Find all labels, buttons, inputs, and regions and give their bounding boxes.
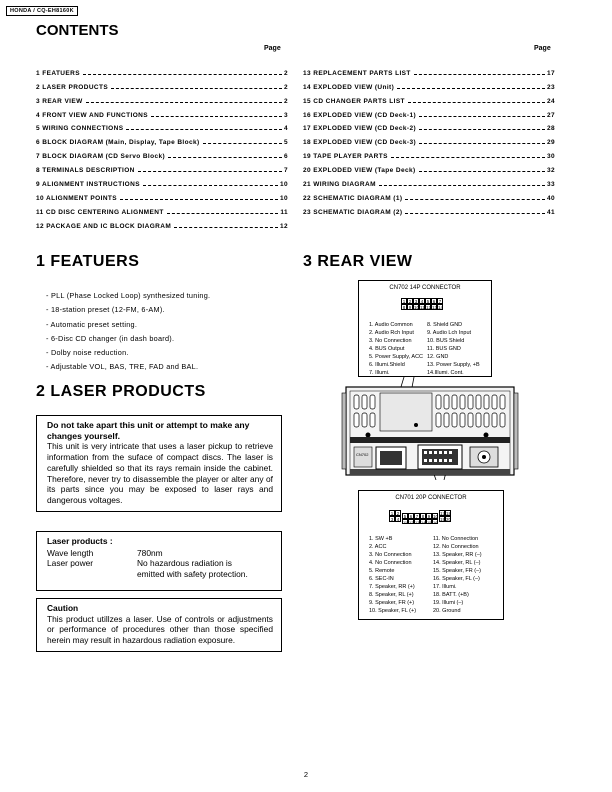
pin-cell: 16 xyxy=(433,520,438,525)
toc-item-page: 12 xyxy=(279,222,288,230)
toc-item-page: 28 xyxy=(546,125,555,133)
toc-item-page: 5 xyxy=(283,139,288,147)
cn701-title: CN701 20P CONNECTOR xyxy=(395,495,467,501)
toc-item-page: 30 xyxy=(546,153,555,161)
pin-cell: 4 xyxy=(396,517,400,522)
toc-item-label: 22 SCHEMATIC DIAGRAM (1) xyxy=(303,194,403,202)
pin-cell: 5 xyxy=(403,514,407,519)
pin-cell: 20 xyxy=(446,517,452,522)
pin-label: 1. Audio Common xyxy=(369,322,413,328)
toc-leader-dots xyxy=(138,171,282,172)
toc-leader-dots xyxy=(203,143,282,144)
power-value-line-2: emitted with safety protection. xyxy=(137,569,248,580)
toc-item-label: 18 EXPLODED VIEW (CD Deck-3) xyxy=(303,139,417,147)
pin-label: 14.Illumi. Cont. xyxy=(427,370,464,376)
pin-label: 14. Speaker, RL (–) xyxy=(433,560,481,566)
toc-item[interactable] xyxy=(36,216,288,230)
toc-item[interactable] xyxy=(303,188,555,202)
toc-item-label: 2 LASER PRODUCTS xyxy=(36,83,109,91)
pin-label: 5. Power Supply, ACC xyxy=(369,354,424,360)
pin-cell: 7 xyxy=(438,299,442,304)
toc-leader-dots xyxy=(151,116,282,117)
toc-leader-dots xyxy=(168,157,282,158)
pin-cell: 13 xyxy=(415,520,420,525)
toc-item[interactable] xyxy=(36,91,288,105)
pin-cell: 12 xyxy=(409,520,414,525)
pin-label: 15. Speaker, FR (–) xyxy=(433,568,481,574)
pin-label: 4. BUS Output xyxy=(369,346,405,352)
wavelength-row xyxy=(47,548,271,559)
pin-cell: 10 xyxy=(433,514,439,519)
toc-item[interactable] xyxy=(303,146,555,160)
caution-box xyxy=(36,598,282,652)
pin-label: 6. SEC-IN xyxy=(369,576,394,582)
pin-cell: 17 xyxy=(440,511,446,516)
toc-leader-dots xyxy=(143,185,278,186)
toc-leader-dots xyxy=(405,199,545,200)
toc-item[interactable] xyxy=(36,105,288,119)
toc-item-page: 40 xyxy=(546,194,555,202)
laser-warning-box xyxy=(36,415,282,512)
contents-title: CONTENTS xyxy=(36,22,119,39)
toc-leader-dots xyxy=(174,227,278,228)
toc-item-page: 24 xyxy=(546,97,555,105)
toc-item[interactable] xyxy=(36,174,288,188)
toc-item-label: 14 EXPLODED VIEW (Unit) xyxy=(303,83,395,91)
toc-item[interactable] xyxy=(303,105,555,119)
toc-item[interactable] xyxy=(303,77,555,91)
feature-item: - Adjustable VOL, BAS, TRE, FAD and BAL. xyxy=(46,362,199,372)
toc-item-page: 27 xyxy=(546,111,555,119)
toc-item[interactable] xyxy=(36,119,288,133)
cn702-pin-list xyxy=(369,321,485,377)
toc-leader-dots xyxy=(419,143,545,144)
rear-view-heading: 3 REAR VIEW xyxy=(303,253,413,270)
toc-item-page: 10 xyxy=(279,181,288,189)
pin-cell: 11 xyxy=(420,305,425,310)
toc-item[interactable] xyxy=(36,160,288,174)
cn702-panel-label: CN702 xyxy=(356,452,369,457)
toc-item[interactable] xyxy=(303,91,555,105)
pin-label: 10. BUS Shield xyxy=(427,338,465,344)
toc-item[interactable] xyxy=(36,63,288,77)
wavelength-value: 780nm xyxy=(137,547,163,558)
laser-specs-box xyxy=(36,531,282,591)
toc-item-label: 15 CD CHANGER PARTS LIST xyxy=(303,97,405,105)
feature-item: - PLL (Phase Locked Loop) synthesized tuning. xyxy=(46,291,211,300)
toc-item-label: 7 BLOCK DIAGRAM (CD Servo Block) xyxy=(36,153,166,161)
warning-body: This unit is very intricate that uses a laser pickup to retrieve information from the suface of compact discs. The laser is carefully shielded so that its rays remain inside the cabinet. Therefore, never try to disassemble the player or alter any of its parts since you may be exposed to laser rays and dangerous voltages. xyxy=(47,441,273,505)
page-number: 2 xyxy=(303,770,309,779)
pin-cell: 6 xyxy=(409,514,413,519)
pin-cell: 8 xyxy=(421,514,425,519)
feature-item: - 18-station preset (12-FM, 6-AM). xyxy=(46,305,165,315)
pin-cell: 10 xyxy=(414,305,420,310)
toc-item-label: 20 EXPLODED VIEW (Tape Deck) xyxy=(303,167,416,175)
pin-label: 18. BATT. (+B) xyxy=(433,592,469,598)
toc-leader-dots xyxy=(419,116,545,117)
pin-cell: 1 xyxy=(402,299,406,304)
toc-item-page: 32 xyxy=(546,167,555,175)
toc-item[interactable] xyxy=(36,77,288,91)
toc-item-label: 1 FEATUERS xyxy=(36,69,80,77)
pin-label: 9. Speaker, FR (+) xyxy=(369,600,415,606)
pin-cell: 19 xyxy=(440,517,446,522)
pin-label: 11. No Connection xyxy=(433,536,479,542)
page-column-header-left: Page xyxy=(264,45,281,52)
warning-title: Do not take apart this unit or attempt to make any changes yourself. xyxy=(47,420,250,441)
pin-label: 10. Speaker, FL (+) xyxy=(369,608,417,614)
pin-label: 13. Speaker, RR (–) xyxy=(433,552,482,558)
toc-item[interactable] xyxy=(303,119,555,133)
toc-item-label: 4 FRONT VIEW AND FUNCTIONS xyxy=(36,111,148,119)
pin-label: 2. ACC xyxy=(369,544,387,550)
pin-cell: 18 xyxy=(446,511,452,516)
toc-leader-dots xyxy=(391,157,545,158)
toc-item-label: 17 EXPLODED VIEW (CD Deck-2) xyxy=(303,125,417,133)
toc-item-page: 2 xyxy=(283,69,288,77)
toc-item-label: 5 WIRING CONNECTIONS xyxy=(36,125,124,133)
page-column-header-right: Page xyxy=(534,45,551,52)
toc-item[interactable] xyxy=(36,202,288,216)
pin-cell: 14 xyxy=(421,520,426,525)
toc-item-page: 4 xyxy=(283,125,288,133)
pin-cell: 3 xyxy=(414,299,418,304)
power-value-line-1: No hazardous radiation is xyxy=(137,558,232,569)
pin-cell: 6 xyxy=(432,299,436,304)
toc-right-column xyxy=(303,63,555,216)
pin-cell: 13 xyxy=(432,305,438,310)
toc-leader-dots xyxy=(86,102,282,103)
pin-cell: 5 xyxy=(426,299,430,304)
cn702-title: CN702 14P CONNECTOR xyxy=(389,285,461,291)
feature-item: - Automatic preset setting. xyxy=(46,319,138,329)
toc-item-label: 19 TAPE PLAYER PARTS xyxy=(303,153,388,161)
toc-item[interactable] xyxy=(36,132,288,146)
pin-cell: 4 xyxy=(420,299,424,304)
cn701-connector-box xyxy=(358,490,504,620)
pin-label: 19. Illumi (–) xyxy=(433,600,464,606)
toc-item[interactable] xyxy=(303,174,555,188)
laser-heading: 2 LASER PRODUCTS xyxy=(36,383,206,400)
toc-item-page: 33 xyxy=(546,181,555,189)
features-list xyxy=(46,291,210,377)
toc-item[interactable] xyxy=(303,63,555,77)
pin-cell: 14 xyxy=(438,305,444,310)
pin-label: 13. Power Supply, +B xyxy=(427,362,480,368)
pin-label: 20. Ground xyxy=(433,608,461,614)
toc-item-page: 10 xyxy=(279,194,288,202)
toc-left-column xyxy=(36,63,288,230)
toc-item-page: 29 xyxy=(546,139,555,147)
toc-leader-dots xyxy=(111,88,282,89)
toc-item-label: 21 WIRING DIAGRAM xyxy=(303,181,376,189)
pin-label: 1. SW +B xyxy=(369,536,393,542)
pin-label: 11. BUS GND xyxy=(427,346,461,352)
wavelength-label: Wave length xyxy=(47,547,94,558)
toc-item-label: 16 EXPLODED VIEW (CD Deck-1) xyxy=(303,111,417,119)
pin-label: 7. Speaker, RR (+) xyxy=(369,584,415,590)
pin-label: 3. No Connection xyxy=(369,552,412,558)
pin-label: 5. Remote xyxy=(369,568,395,574)
toc-item-page: 3 xyxy=(283,111,288,119)
pin-cell: 9 xyxy=(408,305,412,310)
model-tag: HONDA / CQ-EH8160K xyxy=(6,6,78,16)
cn702-pins-left xyxy=(369,321,427,377)
toc-item-page: 2 xyxy=(283,83,288,91)
toc-leader-dots xyxy=(379,185,545,186)
toc-item-page: 41 xyxy=(546,208,555,216)
toc-item-label: 3 REAR VIEW xyxy=(36,97,83,105)
pin-label: 6. Illumi.Shield xyxy=(369,362,405,368)
pin-label: 12. GND xyxy=(427,354,449,360)
rear-panel-drawing xyxy=(340,375,520,480)
toc-item[interactable] xyxy=(303,202,555,216)
cn701-pins-right xyxy=(433,535,497,615)
pin-cell: 2 xyxy=(396,511,400,516)
toc-item-page: 6 xyxy=(283,153,288,161)
pin-label: 12. No Connection xyxy=(433,544,479,550)
features-heading: 1 FEATUERS xyxy=(36,253,140,270)
toc-item-page: 17 xyxy=(546,69,555,77)
toc-item-label: 8 TERMINALS DESCRIPTION xyxy=(36,167,135,175)
toc-leader-dots xyxy=(414,74,545,75)
toc-item-label: 13 REPLACEMENT PARTS LIST xyxy=(303,69,411,77)
pin-label: 7. Illumi. xyxy=(369,370,390,376)
feature-item: - 6-Disc CD changer (in dash board). xyxy=(46,333,175,343)
toc-item[interactable] xyxy=(36,188,288,202)
pin-label: 17. Illumi. xyxy=(433,584,457,590)
pin-cell: 11 xyxy=(403,520,408,525)
cn702-pins-right xyxy=(427,321,485,377)
pin-label: 4. No Connection xyxy=(369,560,412,566)
toc-leader-dots xyxy=(126,129,282,130)
toc-leader-dots xyxy=(408,102,545,103)
cn701-pins-left xyxy=(369,535,433,615)
toc-item-page: 23 xyxy=(546,83,555,91)
toc-leader-dots xyxy=(419,171,545,172)
cn702-connector-box xyxy=(358,280,492,377)
pin-label: 9. Audio Lch Input xyxy=(427,330,472,336)
toc-item-label: 6 BLOCK DIAGRAM (Main, Display, Tape Block) xyxy=(36,139,200,147)
toc-item-page: 2 xyxy=(283,97,288,105)
laser-specs-title: Laser products : xyxy=(47,536,113,546)
pin-label: 16. Speaker, FL (–) xyxy=(433,576,480,582)
pin-label: 2. Audio Rch Input xyxy=(369,330,414,336)
pin-cell: 9 xyxy=(427,514,431,519)
caution-body: This product utillzes a laser. Use of controls or adjustments or performance of procedures other than those specified herein may result in hazardous radiation exposure. xyxy=(47,613,273,646)
toc-leader-dots xyxy=(419,129,545,130)
toc-item-page: 7 xyxy=(283,167,288,175)
pin-cell: 8 xyxy=(402,305,406,310)
toc-item[interactable] xyxy=(303,132,555,146)
toc-item-label: 10 ALIGNMENT POINTS xyxy=(36,194,118,202)
toc-item-label: 9 ALIGNMENT INSTRUCTIONS xyxy=(36,181,140,189)
toc-leader-dots xyxy=(167,213,279,214)
cn701-pin-list xyxy=(369,535,497,615)
pin-cell: 1 xyxy=(390,511,394,516)
toc-leader-dots xyxy=(405,213,545,214)
toc-item[interactable] xyxy=(36,146,288,160)
toc-leader-dots xyxy=(397,88,545,89)
power-row xyxy=(47,558,271,579)
pin-cell: 15 xyxy=(427,520,432,525)
pin-label: 8. Speaker, RL (+) xyxy=(369,592,414,598)
toc-item-label: 23 SCHEMATIC DIAGRAM (2) xyxy=(303,208,403,216)
pin-cell: 2 xyxy=(408,299,412,304)
toc-leader-dots xyxy=(83,74,282,75)
pin-label: 8. Shield GND xyxy=(427,322,463,328)
toc-leader-dots xyxy=(120,199,278,200)
power-label: Laser power xyxy=(47,558,94,569)
toc-item-page: 11 xyxy=(280,208,288,216)
toc-item-label: 11 CD DISC CENTERING ALIGNMENT xyxy=(36,208,164,216)
toc-item[interactable] xyxy=(303,160,555,174)
pin-cell: 12 xyxy=(426,305,432,310)
toc-item-label: 12 PACKAGE AND IC BLOCK DIAGRAM xyxy=(36,222,172,230)
feature-item: - Dolby noise reduction. xyxy=(46,348,129,358)
pin-cell: 3 xyxy=(390,517,394,522)
caution-title: Caution xyxy=(47,603,79,613)
power-value xyxy=(137,558,248,579)
pin-label: 3. No Connection xyxy=(369,338,412,344)
pin-cell: 7 xyxy=(415,514,419,519)
